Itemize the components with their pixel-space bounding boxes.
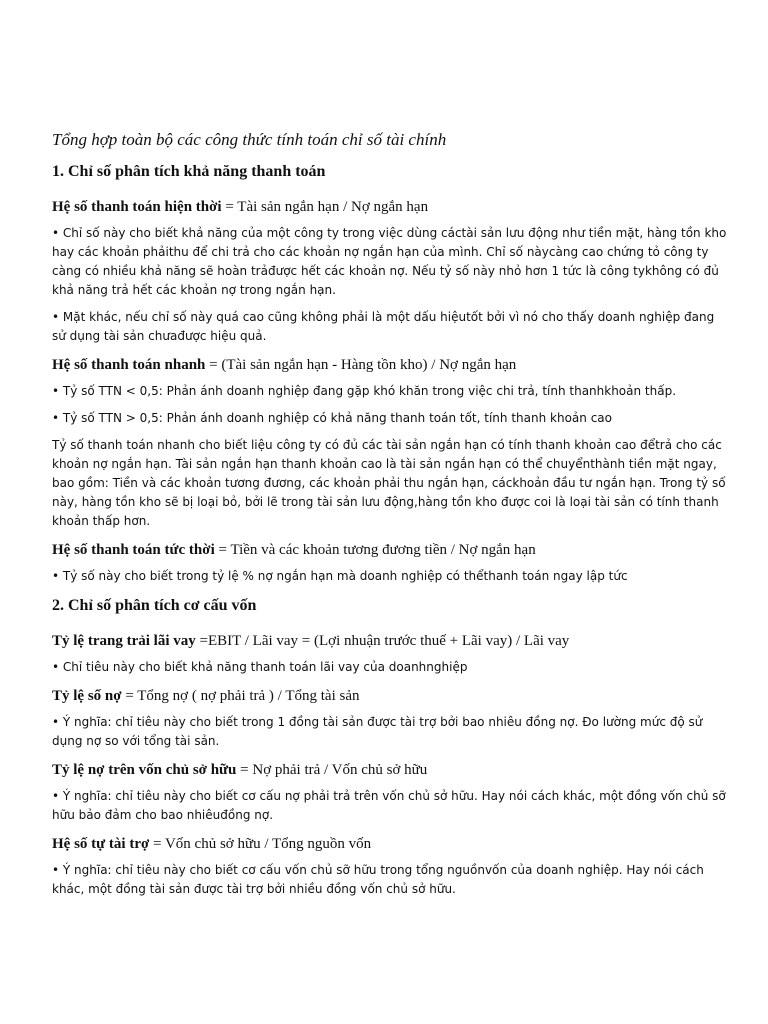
paragraph: • Ý nghĩa: chỉ tiêu này cho biết cơ cấu vốn chủ sỡ hữu trong tổng nguồnvốn của doanh nghiệp. Hay nói cách khác, một đồng tài sản được tài trợ bởi nhiều đồng vốn chủ sở hữu. bbox=[52, 863, 704, 896]
document-title: Tổng hợp toàn bộ các công thức tính toán chỉ số tài chính bbox=[52, 130, 447, 149]
paragraph: • Chỉ số này cho biết khả năng của một công ty trong việc dùng cáctài sản lưu động như tiền mặt, hàng tồn kho hay các khoản phảithu để chi trả cho các khoản nợ ngắn hạn của mình. Chỉ số nàycàng cao chứng tỏ công ty càng có nhiều khả năng sẽ hoàn trảđược hết các khoản nợ. Nếu tỷ số này nhỏ hơn 1 tức là công tykhông có đủ khả năng trả hết các khoản nợ trong ngắn hạn. bbox=[52, 226, 727, 297]
formula-term: Hệ số thanh toán tức thời bbox=[52, 542, 215, 558]
formula-debt-equity bbox=[52, 759, 730, 781]
paragraph: • Ý nghĩa: chỉ tiêu này cho biết trong 1 đồng tài sản được tài trợ bởi bao nhiêu đồng nợ. Đo lường mức độ sử dụng nợ so với tổng tài sản. bbox=[52, 715, 703, 748]
formula-expression: = Nợ phải trả / Vốn chủ sở hữu bbox=[236, 762, 428, 778]
paragraph: • Chỉ tiêu này cho biết khả năng thanh toán lãi vay của doanhnghiệp bbox=[52, 660, 468, 674]
formula-expression: = Tài sản ngắn hạn / Nợ ngắn hạn bbox=[221, 199, 429, 215]
paragraph: • Tỷ số này cho biết trong tỷ lệ % nợ ngắn hạn mà doanh nghiệp có thểthanh toán ngay lập tức bbox=[52, 569, 628, 583]
formula-term: Hệ số thanh toán hiện thời bbox=[52, 199, 222, 215]
paragraph: • Ý nghĩa: chỉ tiêu này cho biết cơ cấu nợ phải trả trên vốn chủ sở hữu. Hay nói cách khác, một đồng vốn chủ sỡ hữu bảo đảm cho bao nhiêuđồng nợ. bbox=[52, 789, 726, 822]
formula-current-ratio bbox=[52, 196, 730, 218]
section-number: 1. bbox=[52, 163, 64, 180]
section-heading-2 bbox=[52, 594, 730, 618]
formula-term: Tỷ lệ trang trải lãi vay bbox=[52, 633, 196, 649]
paragraph: • Tỷ số TTN < 0,5: Phản ánh doanh nghiệp đang gặp khó khăn trong việc chi trả, tính thanhkhoản thấp. bbox=[52, 384, 677, 398]
paragraph: • Mặt khác, nếu chỉ số này quá cao cũng không phải là một dấu hiệutốt bởi vì nó cho thấy doanh nghiệp đang sử dụng tài sản chưađược hiệu quả. bbox=[52, 310, 715, 343]
paragraph: Tỷ số thanh toán nhanh cho biết liệu công ty có đủ các tài sản ngắn hạn có tính thanh khoản cao đểtrả cho các khoản nợ ngắn hạn. Tài sản ngắn hạn thanh khoản cao là tài sản ngắn hạn có thể chuyểnthành tiền mặt ngay, bao gồm: Tiền và các khoản tương đương, các khoản phải thu ngắn hạn, cáckhoản đầu tư ngắn hạn. Trong tỷ số này, hàng tồn kho sẽ bị loại bỏ, bởi lẽ trong tài sản lưu động,hàng tồn kho được coi là loại tài sản có tính thanh khoản thấp hơn. bbox=[52, 438, 726, 528]
formula-cash-ratio bbox=[52, 539, 730, 561]
formula-equity-ratio bbox=[52, 833, 730, 855]
formula-expression: =EBIT / Lãi vay = (Lợi nhuận trước thuế + Lãi vay) / Lãi vay bbox=[195, 633, 570, 649]
formula-term: Hệ số tự tài trợ bbox=[52, 836, 150, 852]
formula-quick-ratio bbox=[52, 354, 730, 376]
section-heading-1 bbox=[52, 160, 730, 184]
formula-term: Hệ số thanh toán nhanh bbox=[52, 357, 206, 373]
section-title: Chỉ số phân tích khả năng thanh toán bbox=[68, 163, 326, 180]
formula-expression: = Tổng nợ ( nợ phải trả ) / Tổng tài sản bbox=[121, 688, 360, 704]
formula-expression: = Tiền và các khoản tương đương tiền / Nợ ngắn hạn bbox=[214, 542, 536, 558]
section-number: 2. bbox=[52, 597, 64, 614]
formula-expression: = (Tài sản ngắn hạn - Hàng tồn kho) / Nợ ngắn hạn bbox=[205, 357, 517, 373]
formula-interest-coverage bbox=[52, 630, 730, 652]
paragraph: • Tỷ số TTN > 0,5: Phản ánh doanh nghiệp có khả năng thanh toán tốt, tính thanh khoản cao bbox=[52, 411, 612, 425]
formula-debt-ratio bbox=[52, 685, 730, 707]
section-title: Chỉ số phân tích cơ cấu vốn bbox=[68, 597, 257, 614]
formula-expression: = Vốn chủ sở hữu / Tổng nguồn vốn bbox=[149, 836, 372, 852]
formula-term: Tỷ lệ nợ trên vốn chủ sở hữu bbox=[52, 762, 237, 778]
formula-term: Tỷ lệ số nợ bbox=[52, 688, 122, 704]
